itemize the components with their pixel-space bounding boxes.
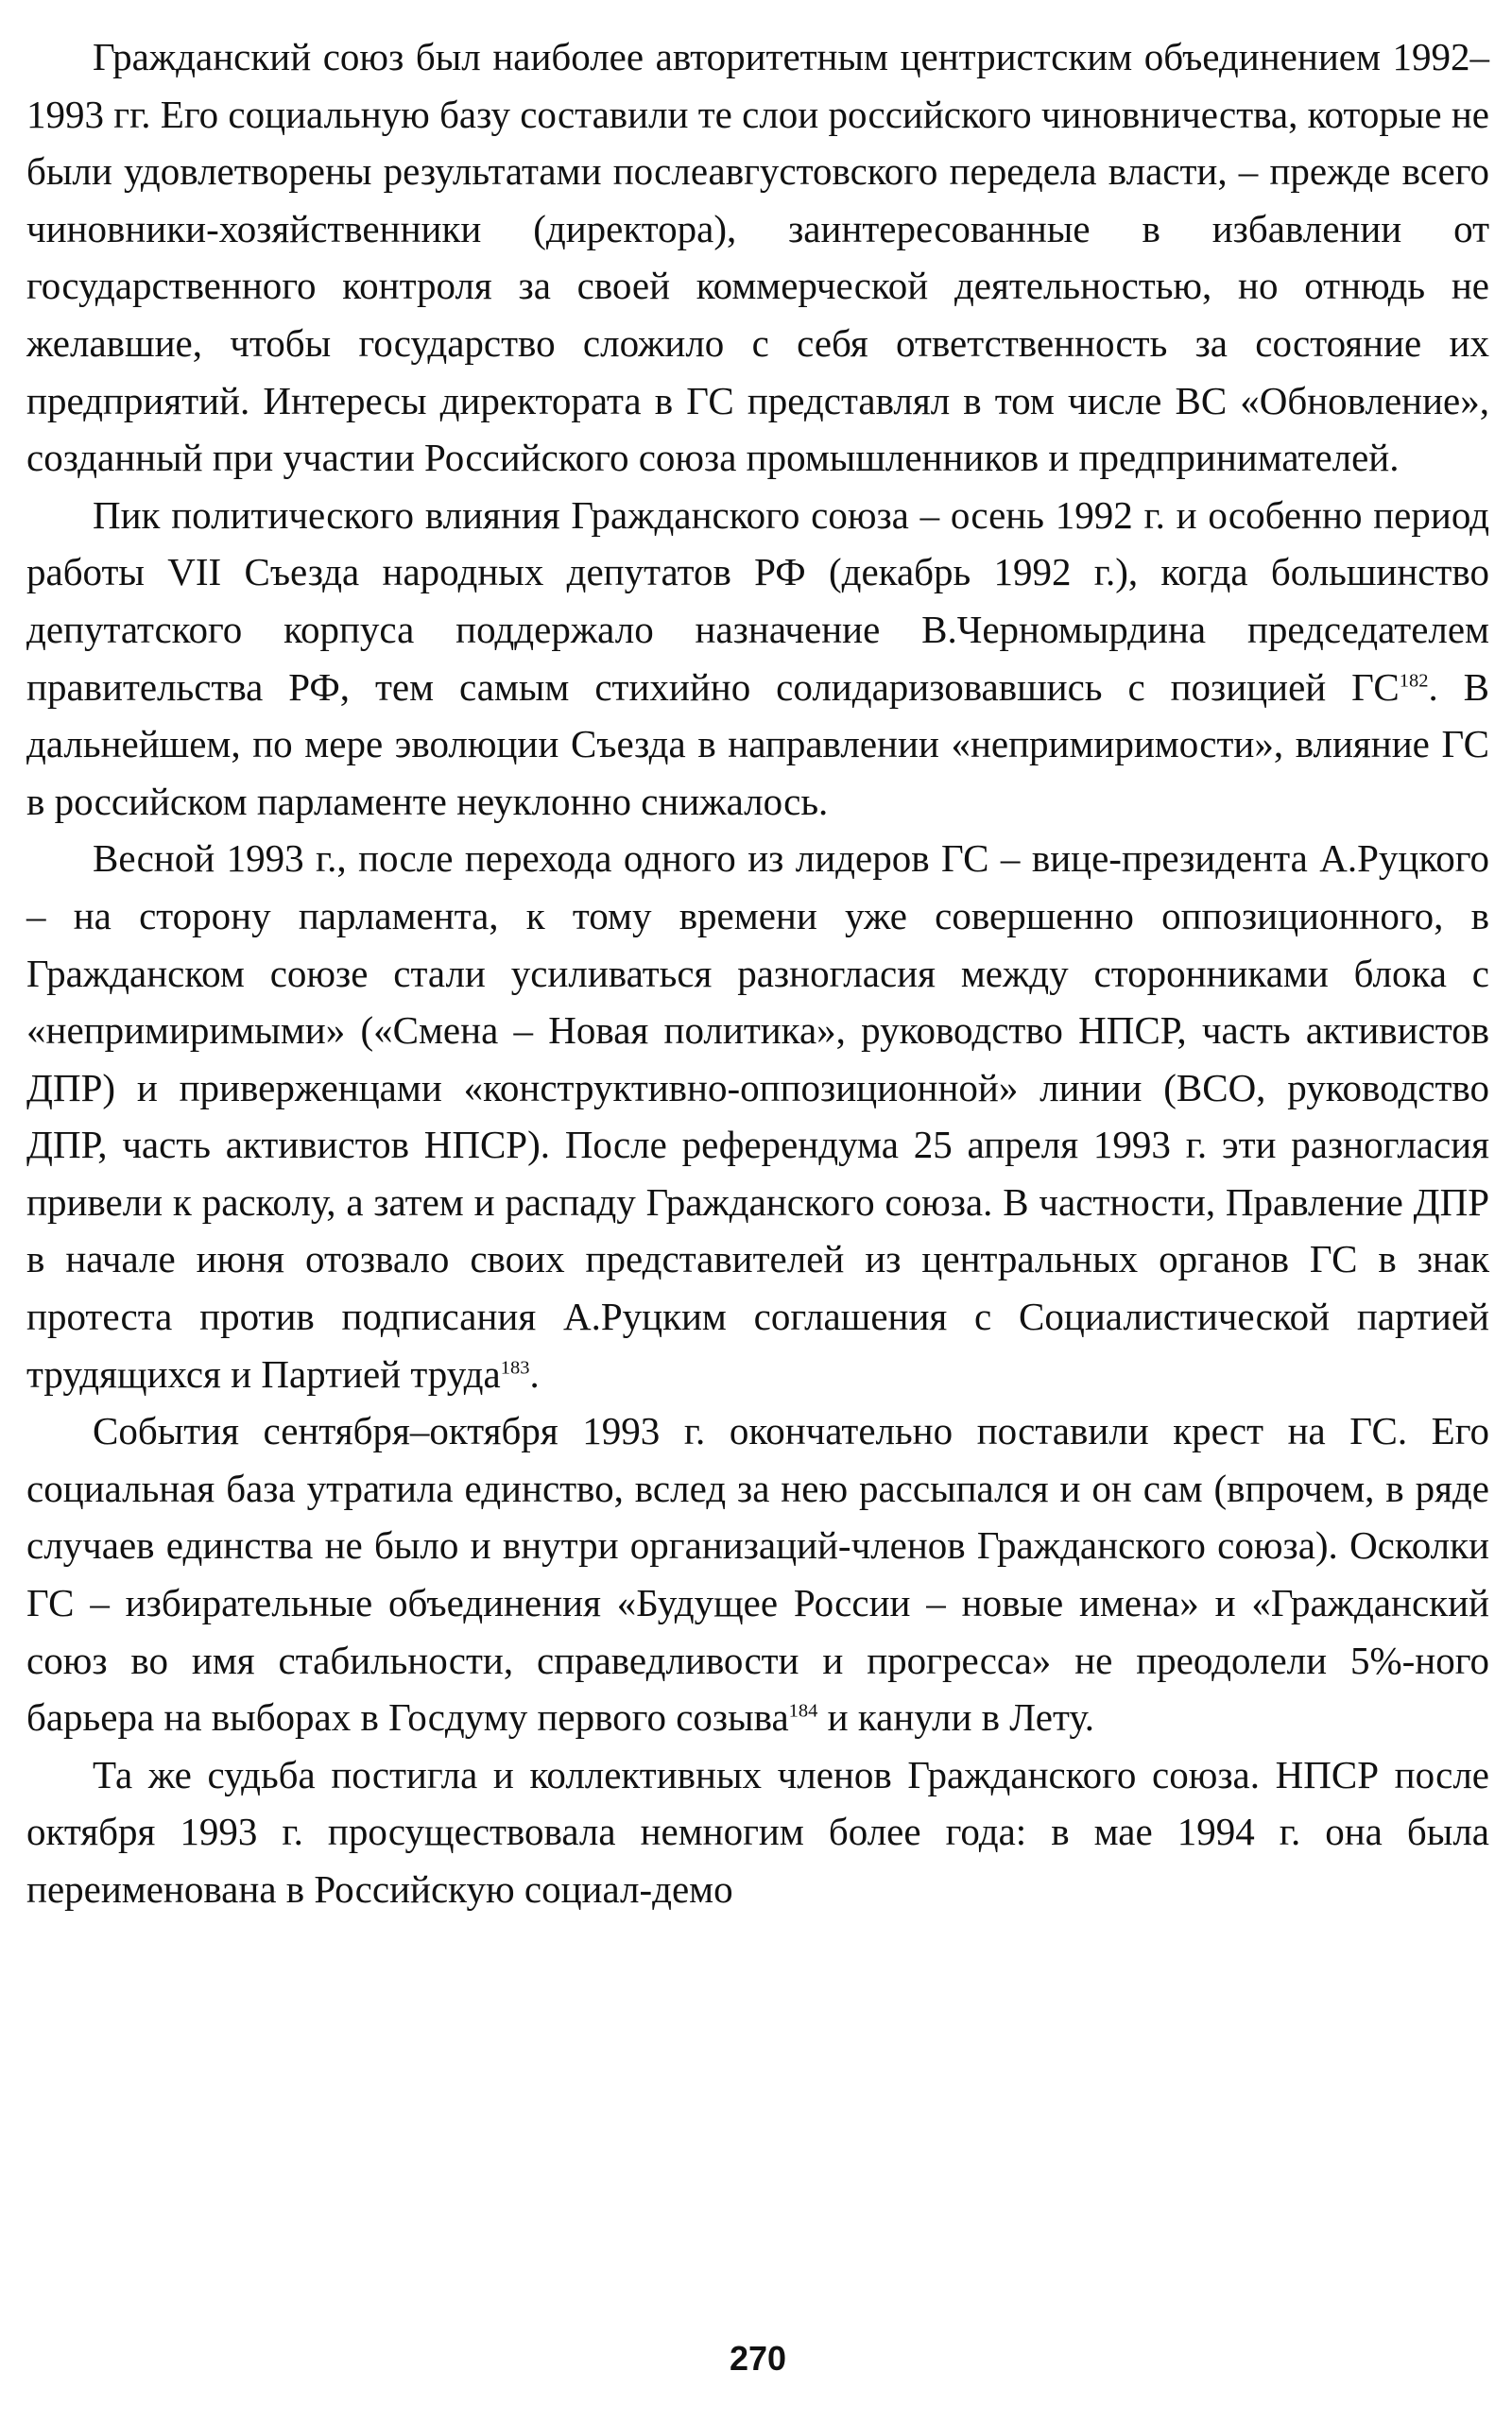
paragraph-2-text-part-2: . В дальнейшем, по мере эволюции Съезда в направлении «непримиримости», влияние ГС в российском парламенте неуклонно снижалось. <box>26 664 1489 823</box>
paragraph-5 <box>26 1746 1489 1918</box>
paragraph-2 <box>26 487 1489 831</box>
paragraph-4-text-part-1: События сентября–октября 1993 г. окончательно поставили крест на ГС. Его социальная база утратила единство, вслед за нею рассыпался и он сам (впрочем, в ряде случаев единства не было и внутри организаций-членов Гражданского союза). Осколки ГС – избирательные объединения «Будущее России – новые имена» и «Гражданский союз во имя стабильности, справедливости и прогресса» не преодолели 5%-ного барьера на выборах в Госдуму первого созыва <box>26 1409 1489 1740</box>
paragraph-3 <box>26 830 1489 1402</box>
document-page <box>26 28 1489 2391</box>
paragraph-3-period: . <box>529 1351 540 1396</box>
footnote-ref-182: 182 <box>1399 669 1429 691</box>
paragraph-2-text-part-1: Пик политического влияния Гражданского союза – осень 1992 г. и особенно период работы VII Съезда народных депутатов РФ (декабрь 1992 г.), когда большинство депутатского корпуса поддержало назначение В.Черномырдина председателем правительства РФ, тем самым стихийно солидаризовавшись с позицией ГС <box>26 492 1489 709</box>
paragraph-1-text: Гражданский союз был наиболее авторитетным центристским объединением 1992–1993 гг. Его социальную базу составили те слои российского чиновничества, которые не были удовлетворены результатами послеавгустовского передела власти, – прежде всего чиновники-хозяйственники (директора), заинтересованные в избавлении от государственного контроля за своей коммерческой деятельностью, но отнюдь не желавшие, чтобы государство сложило с себя ответственность за состояние их предприятий. Интересы директората в ГС представлял в том числе ВС «Обновление», созданный при участии Российского союза промышленников и предпринимателей. <box>26 35 1489 480</box>
body-text <box>26 28 1489 1918</box>
page-number: 270 <box>729 2339 787 2378</box>
paragraph-4-text-part-2: и канули в Лету. <box>817 1695 1095 1740</box>
paragraph-5-text: Та же судьба постигла и коллективных членов Гражданского союза. НПСР после октября 1993 г. просуществовала немногим более года: в мае 1994 г. она была переименована в Российскую социал-демо <box>26 1752 1489 1911</box>
paragraph-4 <box>26 1402 1489 1746</box>
paragraph-3-text: Весной 1993 г., после перехода одного из лидеров ГС – вице-президента А.Руцкого – на сторону парламента, к тому времени уже совершенно оппозиционного, в Гражданском союзе стали усиливаться разногласия между сторонниками блока с «непримиримыми» («Смена – Новая политика», руководство НПСР, часть активистов ДПР) и приверженцами «конструктивно-оппозиционной» линии (ВСО, руководство ДПР, часть активистов НПСР). После референдума 25 апреля 1993 г. эти разногласия привели к расколу, а затем и распаду Гражданского союза. В частности, Правление ДПР в начале июня отозвало своих представителей из центральных органов ГС в знак протеста против подписания А.Руцким соглашения с Социалистической партией трудящихся и Партией труда <box>26 836 1489 1396</box>
footnote-ref-184: 184 <box>788 1700 818 1722</box>
footnote-ref-183: 183 <box>500 1357 530 1378</box>
paragraph-1 <box>26 28 1489 487</box>
